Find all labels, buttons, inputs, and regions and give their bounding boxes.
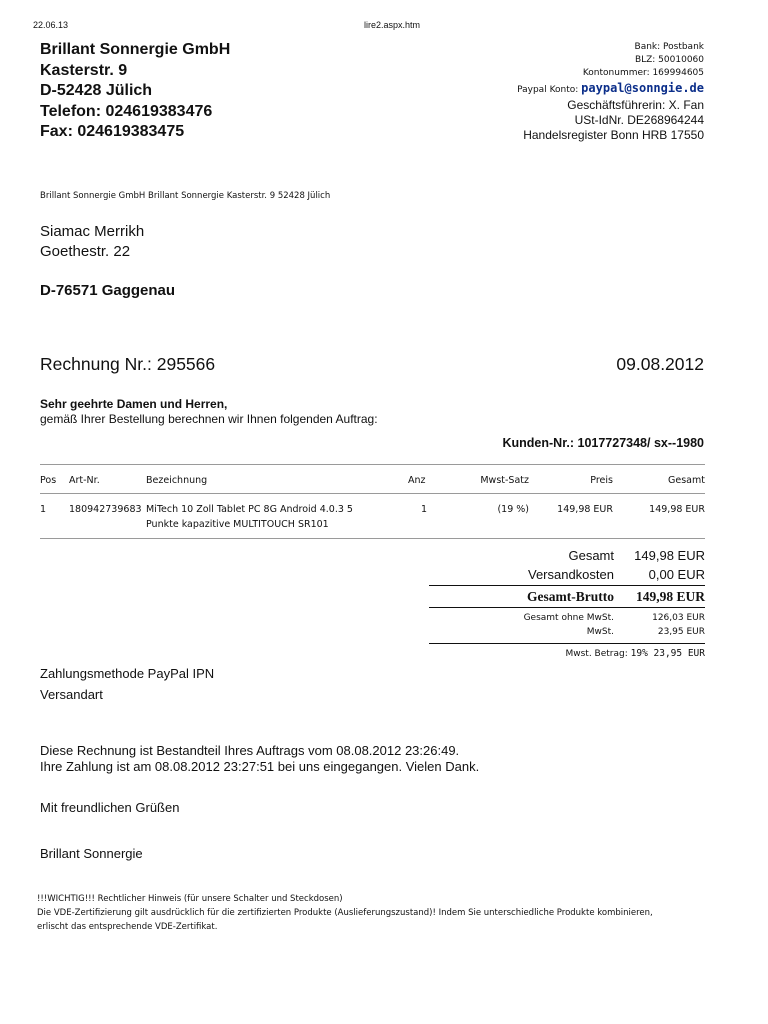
company-address <box>40 40 230 143</box>
company-fax: Fax: 024619383475 <box>40 123 185 140</box>
col-desc: Bezeichnung <box>146 475 208 486</box>
recipient-address <box>40 222 144 261</box>
order-reference: Diese Rechnung ist Bestandteil Ihres Auftrags vom 08.08.2012 23:26:49. <box>40 743 460 758</box>
brutto-value: 149,98 EUR <box>635 589 705 604</box>
paypal-row <box>517 80 704 98</box>
shipping-method: Versandart <box>40 687 103 702</box>
recipient-street: Goethestr. 22 <box>40 242 131 260</box>
closing: Mit freundlichen Grüßen <box>40 800 180 815</box>
recipient-city: D-76571 Gaggenau <box>40 282 176 299</box>
salutation: Sehr geehrte Damen und Herren, <box>40 397 228 411</box>
customer-number: Kunden-Nr.: 1017727348/ sx--1980 <box>502 436 704 450</box>
company-phone: Telefon: 024619383476 <box>40 102 213 120</box>
col-vat: Mwst-Satz <box>480 475 529 486</box>
legal-notice <box>37 892 653 934</box>
row-desc-2: Punkte kapazitive MULTITOUCH SR101 <box>146 519 329 530</box>
trade-register: Handelsregister Bonn HRB 17550 <box>523 128 704 142</box>
net-label: Gesamt ohne MwSt. <box>523 613 614 623</box>
vat-bottom-line <box>429 643 705 644</box>
net-value: 126,03 EUR <box>652 613 705 623</box>
col-pos: Pos <box>40 475 57 486</box>
col-qty: Anz <box>408 475 426 486</box>
paypal-label: Paypal Konto: <box>517 85 579 95</box>
table-top-divider <box>40 464 705 465</box>
company-name: Brillant Sonnergie GmbH <box>40 41 231 58</box>
vat-amount-value: 19% 23,95 EUR <box>630 648 705 659</box>
brutto-label: Gesamt-Brutto <box>527 589 614 604</box>
row-desc: MiTech 10 Zoll Tablet PC 8G Android 4.0.3 5 <box>146 504 353 515</box>
table-bottom-divider <box>40 538 705 539</box>
vat-amount-row <box>565 648 705 659</box>
brutto-bottom-line <box>429 607 705 608</box>
invoice-title: Rechnung Nr.: 295566 <box>40 354 216 374</box>
row-price: 149,98 EUR <box>557 504 613 515</box>
greeting <box>40 397 378 427</box>
managing-director: Geschäftsführerin: X. Fan <box>567 98 704 112</box>
vat-amount-label: Mwst. Betrag: <box>565 649 628 659</box>
legal-line-1: !!!WICHTIG!!! Rechtlicher Hinweis (für unsere Schalter und Steckdosen) <box>37 894 343 904</box>
legal-line-3: erlischt das entsprechende VDE-Zertifikat. <box>37 922 218 932</box>
paypal-email-link[interactable]: paypal@sonngie.de <box>581 81 704 95</box>
col-art: Art-Nr. <box>69 475 100 486</box>
payment-method: Zahlungsmethode PayPal IPN <box>40 666 215 681</box>
company-street: Kasterstr. 9 <box>40 61 128 79</box>
print-date: 22.06.13 <box>33 20 69 30</box>
row-pos: 1 <box>40 504 47 515</box>
payment-received: Ihre Zahlung ist am 08.08.2012 23:27:51 bei uns eingegangen. Vielen Dank. <box>40 758 480 774</box>
sender-line: Brillant Sonnergie GmbH Brillant Sonnergie Kasterstr. 9 52428 Jülich <box>40 191 331 201</box>
vat-id: USt-IdNr. DE268964244 <box>574 113 704 127</box>
vat-label: MwSt. <box>586 627 614 637</box>
col-total: Gesamt <box>668 475 705 486</box>
recipient-name: Siamac Merrikh <box>40 223 145 240</box>
row-vat: (19 %) <box>497 504 529 515</box>
print-filename: lire2.aspx.htm <box>364 20 421 30</box>
shipping-value: 0,00 EUR <box>648 567 705 582</box>
intro-text: gemäß Ihrer Bestellung berechnen wir Ihnen folgenden Auftrag: <box>40 412 378 426</box>
brutto-top-line <box>429 585 705 586</box>
total-value: 149,98 EUR <box>634 548 705 563</box>
total-label: Gesamt <box>568 548 614 563</box>
company-city: D-52428 Jülich <box>40 82 153 99</box>
invoice-date: 09.08.2012 <box>616 354 704 374</box>
shipping-label: Versandkosten <box>527 567 614 582</box>
bank-name: Bank: Postbank <box>634 42 704 52</box>
row-qty: 1 <box>421 504 428 515</box>
col-price: Preis <box>590 475 613 486</box>
row-total: 149,98 EUR <box>649 504 705 515</box>
bank-info <box>517 41 704 143</box>
vat-value: 23,95 EUR <box>657 627 705 637</box>
bank-account: Kontonummer: 169994605 <box>582 68 704 78</box>
bank-blz: BLZ: 50010060 <box>634 55 704 65</box>
table-header-divider <box>40 493 705 494</box>
order-note <box>40 743 479 774</box>
legal-line-2: Die VDE-Zertifizierung gilt ausdrücklich für die zertifizierten Produkte (Auslieferungszustand)! Indem Sie unterschiedliche Produkte kombinieren, <box>37 908 653 918</box>
row-art: 180942739683 <box>69 504 142 515</box>
signature: Brillant Sonnergie <box>40 846 143 861</box>
